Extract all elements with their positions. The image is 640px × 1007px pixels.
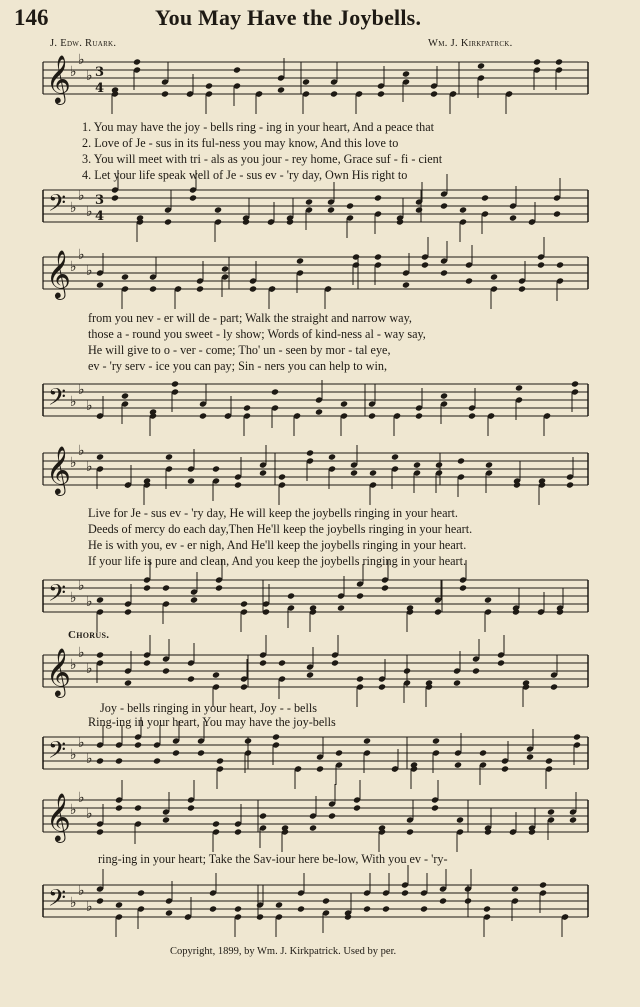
svg-text:♭: ♭	[86, 594, 93, 610]
svg-text:𝄞: 𝄞	[46, 249, 71, 298]
svg-text:♭: ♭	[78, 247, 85, 263]
svg-text:𝄢: 𝄢	[48, 736, 67, 769]
svg-text:♭: ♭	[70, 64, 77, 80]
verse-3-line: 3. You will meet with tri - als as you jour - rey home, Grace suf - fi - cient	[82, 152, 443, 166]
verse-2-line: those a - round you sweet - ly show; Words of kind-ness al - way say,	[88, 327, 426, 341]
svg-text:𝄞: 𝄞	[46, 445, 71, 494]
svg-text:♭: ♭	[70, 657, 77, 673]
verse-4-line: If your life is pure and clean, And you keep the joybells ringing in your heart.	[88, 554, 467, 568]
verse-1-line: Live for Je - sus ev - 'ry day, He will keep the joybells ringing in your heart.	[88, 506, 458, 520]
svg-text:♭: ♭	[78, 645, 85, 661]
page-number: 146	[14, 5, 49, 30]
svg-text:♭: ♭	[86, 661, 93, 677]
chorus-lyric-lower: Ring-ing in your heart, You may have the joy-bells	[88, 715, 336, 729]
svg-text:♭: ♭	[70, 455, 77, 471]
svg-text:♭: ♭	[78, 52, 85, 68]
svg-text:♭: ♭	[70, 200, 77, 216]
svg-text:♭: ♭	[86, 806, 93, 822]
svg-text:♭: ♭	[78, 382, 85, 398]
svg-text:𝄢: 𝄢	[48, 189, 67, 222]
svg-text:3: 3	[95, 193, 105, 208]
svg-text:♭: ♭	[70, 394, 77, 410]
svg-text:♭: ♭	[86, 899, 93, 915]
copyright-notice: Copyright, 1899, by Wm. J. Kirkpatrick. Used by per.	[170, 946, 397, 957]
verse-2-line: Deeds of mercy do each day,Then He'll keep the joybells ringing in your heart.	[88, 522, 473, 536]
svg-text:𝄞: 𝄞	[46, 792, 71, 841]
svg-text:♭: ♭	[86, 459, 93, 475]
svg-text:♭: ♭	[70, 747, 77, 763]
chorus-lyric-line: ring-ing in your heart; Take the Sav-iour here be-low, With you ev - 'ry-	[98, 852, 448, 866]
verse-1-line: 1. You may have the joy - bells ring - ing in your heart, And a peace that	[82, 120, 435, 134]
svg-text:♭: ♭	[78, 883, 85, 899]
svg-text:♭: ♭	[78, 578, 85, 594]
verse-1-line: from you nev - er will de - part; Walk the straight and narrow way,	[88, 311, 412, 325]
svg-text:𝄢: 𝄢	[48, 383, 67, 416]
lyricist-credit: J. Edw. Ruark.	[50, 38, 117, 49]
svg-text:♭: ♭	[86, 68, 93, 84]
svg-text:♭: ♭	[78, 790, 85, 806]
svg-text:♭: ♭	[86, 398, 93, 414]
hymn-title: You May Have the Joybells.	[155, 5, 422, 30]
svg-text:♭: ♭	[70, 895, 77, 911]
svg-text:♭: ♭	[78, 735, 85, 751]
svg-text:♭: ♭	[70, 259, 77, 275]
svg-text:4: 4	[95, 81, 105, 96]
verse-4-line: 4. Let your life speak well of Je - sus ev - 'ry day, Own His right to	[82, 168, 408, 182]
svg-text:𝄞: 𝄞	[46, 647, 71, 696]
svg-text:♭: ♭	[78, 188, 85, 204]
verse-3-line: He is with you, ev - er nigh, And He'll keep the joybells ringing in your heart.	[88, 538, 467, 552]
svg-text:4: 4	[95, 209, 105, 224]
verse-3-line: He will give to o - ver - come; Tho' un - seen by mor - tal eye,	[88, 343, 391, 357]
svg-text:𝄞: 𝄞	[46, 54, 71, 103]
composer-credit: Wm. J. Kirkpatrck.	[428, 38, 513, 49]
svg-text:♭: ♭	[86, 204, 93, 220]
svg-text:3: 3	[95, 65, 105, 80]
svg-text:♭: ♭	[70, 590, 77, 606]
verse-2-line: 2. Love of Je - sus in its ful-ness you may know, And this love to	[82, 136, 399, 150]
svg-text:♭: ♭	[86, 263, 93, 279]
chorus-label: Chorus.	[68, 629, 110, 641]
svg-text:♭: ♭	[78, 443, 85, 459]
svg-text:♭: ♭	[70, 802, 77, 818]
svg-text:♭: ♭	[86, 751, 93, 767]
svg-text:𝄢: 𝄢	[48, 579, 67, 612]
svg-text:𝄢: 𝄢	[48, 884, 67, 917]
verse-4-line: ev - 'ry serv - ice you can pay; Sin - ners you can help to win,	[88, 359, 388, 373]
chorus-lyric-upper: Joy - bells ringing in your heart, Joy - - bells	[100, 701, 317, 715]
